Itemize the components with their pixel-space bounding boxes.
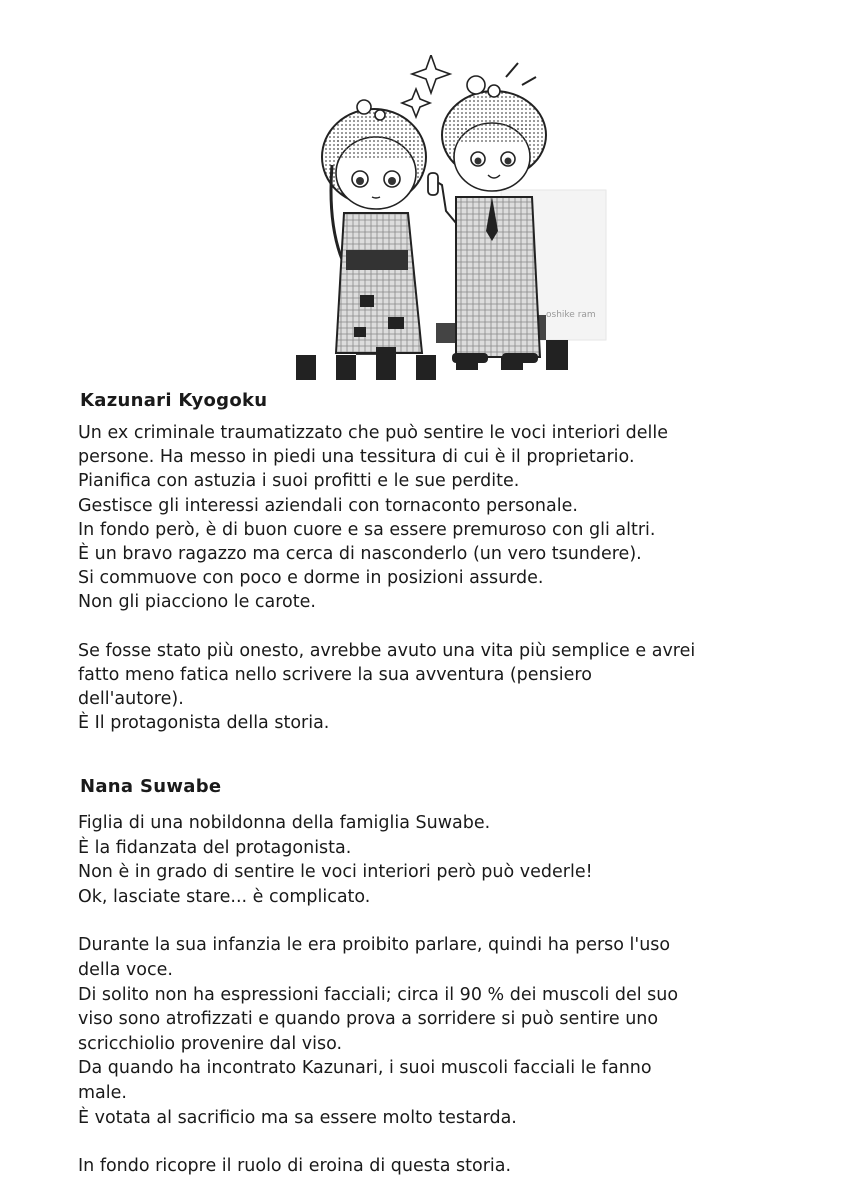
character-profile-kazunari	[78, 390, 778, 735]
description-line: In fondo ricopre il ruolo di eroina di questa storia.	[78, 1156, 512, 1177]
description-line: fatto meno fatica nello scrivere la sua avventura (pensiero	[78, 664, 592, 685]
description-line: Si commuove con poco e dorme in posizioni assurde.	[78, 568, 544, 589]
description-line: È Il protagonista della storia.	[78, 713, 330, 734]
description-line: male.	[78, 1082, 127, 1103]
description-line: scricchiolio provenire dal viso.	[78, 1033, 343, 1054]
description-line: È un bravo ragazzo ma cerca di nasconderlo (un vero tsundere).	[78, 544, 642, 565]
description-line: Di solito non ha espressioni facciali; circa il 90 % dei muscoli del suo	[78, 984, 679, 1005]
description-line: dell'autore).	[78, 689, 184, 710]
description-line: Durante la sua infanzia le era proibito parlare, quindi ha perso l'uso	[78, 935, 671, 956]
girl-character	[322, 100, 426, 357]
description-line: viso sono atrofizzati e quando prova a sorridere si può sentire uno	[78, 1009, 659, 1030]
description-line: Da quando ha incontrato Kazunari, i suoi muscoli facciali le fanno	[78, 1058, 652, 1079]
character-name: Nana Suwabe	[80, 776, 222, 797]
description-line: persone. Ha messo in piedi una tessitura di cui è il proprietario.	[78, 447, 635, 468]
description-line: È la fidanzata del protagonista.	[78, 837, 352, 858]
watermark-text: oshike ram	[546, 310, 596, 320]
description-line: Figlia di una nobildonna della famiglia Suwabe.	[78, 813, 491, 833]
character-profile-nana	[78, 776, 778, 1179]
description-line: Ok, lasciate stare... è complicato.	[78, 886, 371, 907]
description-line: È votata al sacrificio ma sa essere molto testarda.	[78, 1107, 517, 1128]
description-line: Non gli piacciono le carote.	[78, 592, 316, 613]
boy-character	[428, 63, 546, 363]
description-line: Un ex criminale traumatizzato che può sentire le voci interiori delle	[78, 423, 669, 443]
chibi-couple-illustration	[296, 55, 608, 380]
description-line: Se fosse stato più onesto, avrebbe avuto una vita più semplice e avrei	[78, 640, 696, 661]
description-line: della voce.	[78, 959, 173, 980]
character-name: Kazunari Kyogoku	[80, 390, 268, 411]
description-line: In fondo però, è di buon cuore e sa essere premuroso con gli altri.	[78, 519, 656, 540]
description-line: Non è in grado di sentire le voci interiori però può vederle!	[78, 862, 593, 883]
description-line: Pianifica con astuzia i suoi profitti e le sue perdite.	[78, 471, 520, 492]
sparkle-icon	[412, 55, 450, 93]
description-line: Gestisce gli interessi aziendali con tornaconto personale.	[78, 495, 578, 516]
sparkle-icon	[402, 89, 430, 117]
